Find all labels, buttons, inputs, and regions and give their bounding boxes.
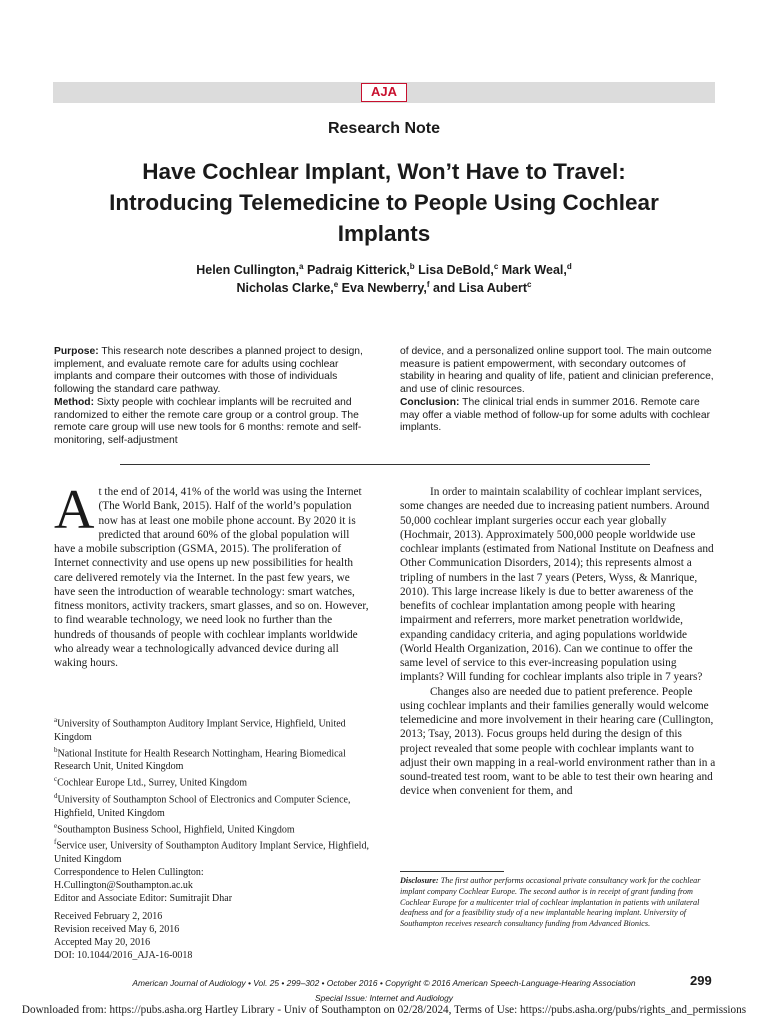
affiliation-mark: a (299, 261, 304, 271)
affiliation-mark: e (333, 279, 339, 289)
abstract-right-column (400, 346, 716, 435)
purpose-label: Purpose: (54, 346, 99, 357)
journal-badge: AJA (361, 83, 407, 102)
disclosure-divider (400, 871, 504, 872)
affiliation-mark: f (54, 838, 57, 847)
affiliation-text: Cochlear Europe Ltd., Surrey, United Kingdom (57, 777, 247, 789)
article-title: Have Cochlear Implant, Won’t Have to Travel: Introducing Telemedicine to People Using Cochlear Implants (109, 159, 659, 246)
affiliation-text: University of Southampton School of Electronics and Computer Science, Highfield, United Kingdom (54, 794, 351, 819)
affiliation-mark: b (54, 745, 58, 754)
author-name: Nicholas Clarke, (236, 281, 334, 295)
doi[interactable]: DOI: 10.1044/2016_AJA-16-0018 (54, 950, 193, 962)
conclusion-text: The clinical trial ends in summer 2016. Remote care may offer a viable method of follow-up for some adults with cochlear implants. (400, 396, 711, 434)
author-name: Mark Weal, (498, 263, 567, 277)
affiliation-mark: c (527, 279, 532, 289)
affiliations-block (54, 714, 370, 962)
author-list (110, 261, 658, 297)
method-text: Sixty people with cochlear implants will be recruited and randomized to either the remote care group or a control group. The remote care group will use new tools for 6 months: remote and self-monitoring, self-adjustment (54, 396, 362, 446)
correspondence-email[interactable]: H.Cullington@Southampton.ac.uk (54, 880, 193, 892)
body-paragraph: t the end of 2014, 41% of the world was using the Internet (The World Bank, 2015). Half of the world’s population now has at least one mobile phone account. By 2020 it is predicted that around 60% of the global population will have a mobile subscription (GSMA, 2015). The proliferation of Internet connectivity and use opens up new possibilities for health care delivered remotely via the Internet. In the past few years, we have seen the introduction of wearable technology: smart watches, fitness monitors, activity trackers, smart glasses, and so on. However, to find wearable technology, we need look no further than the hundreds of thousands of people with cochlear implants worldwide who already wear a technologically advanced device during all waking hours. (54, 486, 369, 669)
drop-cap: A (54, 479, 95, 541)
body-paragraph: In order to maintain scalability of cochlear implant services, some changes are needed due to increasing patient numbers. Around 50,000 cochlear implant surgeries occur each year globally (Hochmair, 2013). Approximately 500,000 people worldwide use cochlear implants (estimated from National Institute on Deafness and Other Communication Disorders, 2014); this represents almost a tripling of numbers in the last 7 years (Peters, Wyss, & Manrique, 2010). This large increase likely is due to better awareness of the benefits of cochlear implantation among people with hearing impairment and referrers, more market penetration worldwide, expanding candidacy criteria, and aging populations worldwide (World Health Organization, 2016). Can we continue to offer the same level of service to this ever-increasing population using implants? Will funding for cochlear implants also triple in 7 years? (400, 486, 714, 684)
affiliation-mark: d (566, 261, 572, 271)
affiliation-mark: f (426, 279, 430, 289)
disclosure-label: Disclosure: (400, 876, 439, 885)
affiliation-text: University of Southampton Auditory Implant Service, Highfield, United Kingdom (54, 718, 346, 743)
affiliation-item (54, 836, 370, 866)
revised-date: Revision received May 6, 2016 (54, 923, 180, 935)
affiliation-mark: a (54, 716, 58, 724)
purpose-text: This research note describes a planned project to design, implement, and evaluate remote care for adults using cochlear implants and compare their outcomes with those of individuals following the standard care pathway. (54, 346, 363, 396)
download-notice: Downloaded from: https://pubs.asha.org Hartley Library - Univ of Southampton on 02/28/2024, Terms of Use: https://pubs.asha.org/pubs/rights_and_permissions (21, 1004, 747, 1016)
disclosure-text: The first author performs occasional private consultancy work for the cochlear implant company Cochlear Europe. The second author is in receipt of grant funding from Cochlear Europe for a multicenter trial of cochlear implantation in patients with unilateral deafness and for a feasibility study of a new implantable hearing implant. University of Southampton receives research consultancy funding from Advanced Bionics. (400, 876, 701, 929)
abstract-left-column (54, 346, 370, 448)
author-name: Lisa DeBold, (414, 263, 494, 277)
affiliation-item (54, 820, 370, 837)
author-name: and Lisa Aubert (429, 281, 528, 295)
affiliation-item (54, 714, 370, 744)
author-name: Eva Newberry, (338, 281, 427, 295)
abstract-divider (120, 464, 650, 465)
affiliation-mark: c (54, 775, 58, 784)
affiliation-mark: c (493, 261, 499, 271)
author-name: Padraig Kitterick, (303, 263, 410, 277)
affiliation-text: Service user, University of Southampton Auditory Implant Service, Highfield, United Kingdom (54, 840, 369, 865)
author-name: Helen Cullington, (196, 263, 300, 277)
affiliation-item (54, 790, 370, 820)
affiliation-text: Southampton Business School, Highfield, United Kingdom (57, 824, 295, 836)
method-text-continued: of device, and a personalized online support tool. The main outcome measure is patient empowerment, with secondary outcomes of stability in hearing and quality of life, patient and clinician preference, and use of clinic resources. (400, 346, 714, 396)
affiliation-item (54, 773, 370, 790)
special-issue-label: Special Issue: Internet and Audiology (315, 993, 453, 1003)
editor-line: Editor and Associate Editor: Sumitrajit Dhar (54, 893, 233, 905)
conclusion-label: Conclusion: (400, 396, 460, 408)
received-date: Received February 2, 2016 (54, 910, 163, 922)
affiliation-mark: e (54, 821, 58, 830)
page-number: 299 (690, 973, 712, 988)
article-type: Research Note (327, 120, 441, 137)
footer-citation: American Journal of Audiology • Vol. 25 • 299–302 • October 2016 • Copyright © 2016 American Speech-Language-Hearing Association (132, 978, 636, 988)
accepted-date: Accepted May 20, 2016 (54, 937, 151, 949)
correspondence-label: Correspondence to Helen Cullington: (54, 867, 204, 878)
method-label: Method: (54, 396, 95, 408)
body-paragraph: Changes also are needed due to patient preference. People using cochlear implants and their families generally would welcome telemedicine and more involvement in their hearing care (Cullington, 2013; Tsay, 2013). Focus groups held during the design of this project revealed that some people with cochlear implants want to adjust their own mapping in a real-world environment rather than in a sound-treated test room, want to be able to test their own hearing and device when convenient for them, and (400, 685, 716, 798)
affiliation-mark: b (409, 261, 415, 271)
affiliation-item (54, 744, 370, 774)
body-left-column (54, 479, 370, 670)
affiliation-mark: d (54, 792, 58, 800)
affiliation-text: National Institute for Health Research Nottingham, Hearing Biomedical Research Unit, United Kingdom (54, 748, 346, 773)
disclosure-note (400, 876, 716, 930)
body-right-column (400, 485, 716, 799)
